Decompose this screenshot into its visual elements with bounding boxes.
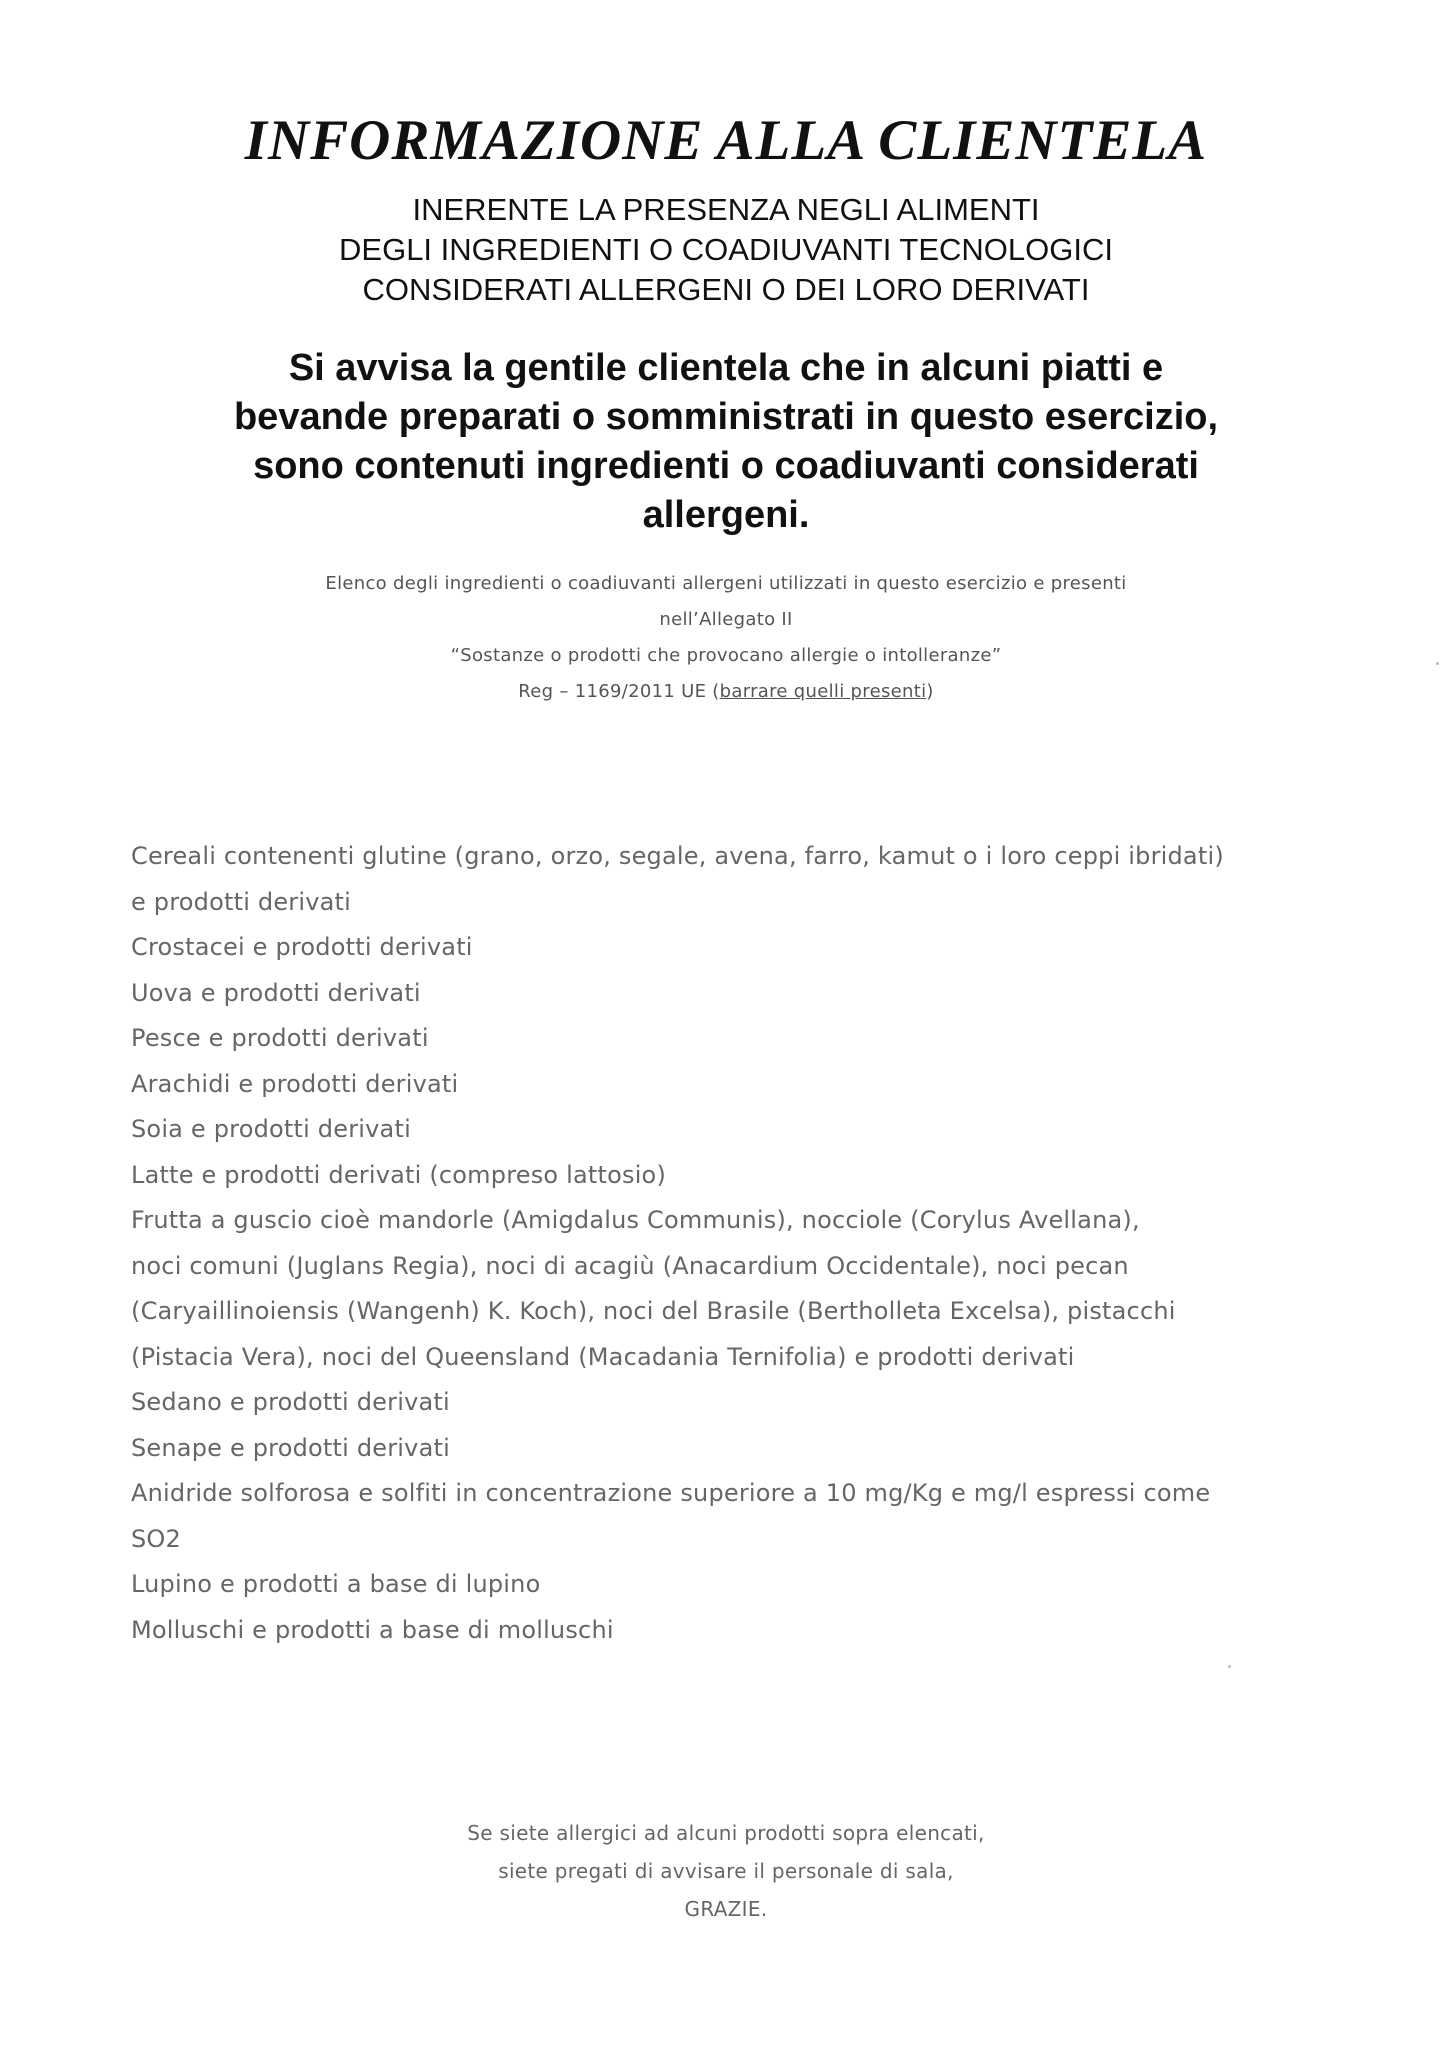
list-item: Latte e prodotti derivati (compreso lattosio) xyxy=(131,1160,667,1189)
list-item: SO2 xyxy=(131,1524,181,1553)
list-item: (Pistacia Vera), noci del Queensland (Macadania Ternifolia) e prodotti derivati xyxy=(131,1342,1075,1371)
allergen-notice xyxy=(0,344,1452,540)
list-item: Crostacei e prodotti derivati xyxy=(131,933,473,961)
footer-line: siete pregati di avvisare il personale di sala, xyxy=(498,1859,954,1883)
list-item: (Caryaillinoiensis (Wangenh) K. Koch), noci del Brasile (Bertholleta Excelsa), pistacchi xyxy=(131,1297,1176,1325)
list-item: Molluschi e prodotti a base di molluschi xyxy=(131,1615,614,1644)
list-item: Soia e prodotti derivati xyxy=(131,1115,411,1143)
list-item: Anidride solforosa e solfiti in concentrazione superiore a 10 mg/Kg e mg/l espressi come xyxy=(131,1479,1211,1507)
regulation-reference xyxy=(0,566,1452,710)
page-title: INFORMAZIONE ALLA CLIENTELA xyxy=(244,109,1208,172)
subtitle xyxy=(0,190,1452,310)
list-item: Cereali contenenti glutine (grano, orzo, segale, avena, farro, kamut o i loro ceppi ibridati) xyxy=(131,842,1224,870)
notice-line: sono contenuti ingredienti o coadiuvanti considerati xyxy=(253,445,1199,487)
reference-prefix: Reg – 1169/2011 UE ( xyxy=(518,681,720,702)
list-item: Senape e prodotti derivati xyxy=(131,1433,450,1462)
reference-suffix: ) xyxy=(926,681,934,702)
list-item: Uova e prodotti derivati xyxy=(131,978,421,1007)
footer-line: GRAZIE. xyxy=(684,1897,768,1921)
list-item: Sedano e prodotti derivati xyxy=(131,1388,450,1416)
list-item: Lupino e prodotti a base di lupino xyxy=(131,1570,541,1598)
notice-line: allergeni. xyxy=(642,494,810,536)
reference-underlined: barrare quelli presenti xyxy=(719,681,927,702)
scan-speck xyxy=(1436,662,1439,665)
scan-speck xyxy=(1228,1665,1231,1668)
notice-line: Si avvisa la gentile clientela che in alcuni piatti e xyxy=(288,347,1164,389)
list-item: noci comuni (Juglans Regia), noci di acagiù (Anacardium Occidentale), noci pecan xyxy=(131,1251,1129,1280)
allergen-list xyxy=(131,834,1421,1653)
reference-line xyxy=(0,674,1452,710)
reference-line: “Sostanze o prodotti che provocano allergie o intolleranze” xyxy=(450,645,1002,666)
reference-line: Elenco degli ingredienti o coadiuvanti allergeni utilizzati in questo esercizio e presenti xyxy=(325,573,1127,594)
list-item: Pesce e prodotti derivati xyxy=(131,1024,429,1052)
subtitle-line: DEGLI INGREDIENTI O COADIUVANTI TECNOLOGICI xyxy=(339,232,1113,267)
reference-line: nell’Allegato II xyxy=(659,609,793,630)
footer-message xyxy=(0,1814,1452,1928)
subtitle-line: CONSIDERATI ALLERGENI O DEI LORO DERIVATI xyxy=(362,272,1090,307)
footer-line: Se siete allergici ad alcuni prodotti sopra elencati, xyxy=(467,1821,985,1845)
subtitle-line: INERENTE LA PRESENZA NEGLI ALIMENTI xyxy=(412,192,1040,227)
notice-line: bevande preparati o somministrati in questo esercizio, xyxy=(233,396,1219,438)
list-item: e prodotti derivati xyxy=(131,887,352,916)
list-item: Arachidi e prodotti derivati xyxy=(131,1069,459,1098)
list-item: Frutta a guscio cioè mandorle (Amigdalus Communis), nocciole (Corylus Avellana), xyxy=(131,1206,1140,1234)
